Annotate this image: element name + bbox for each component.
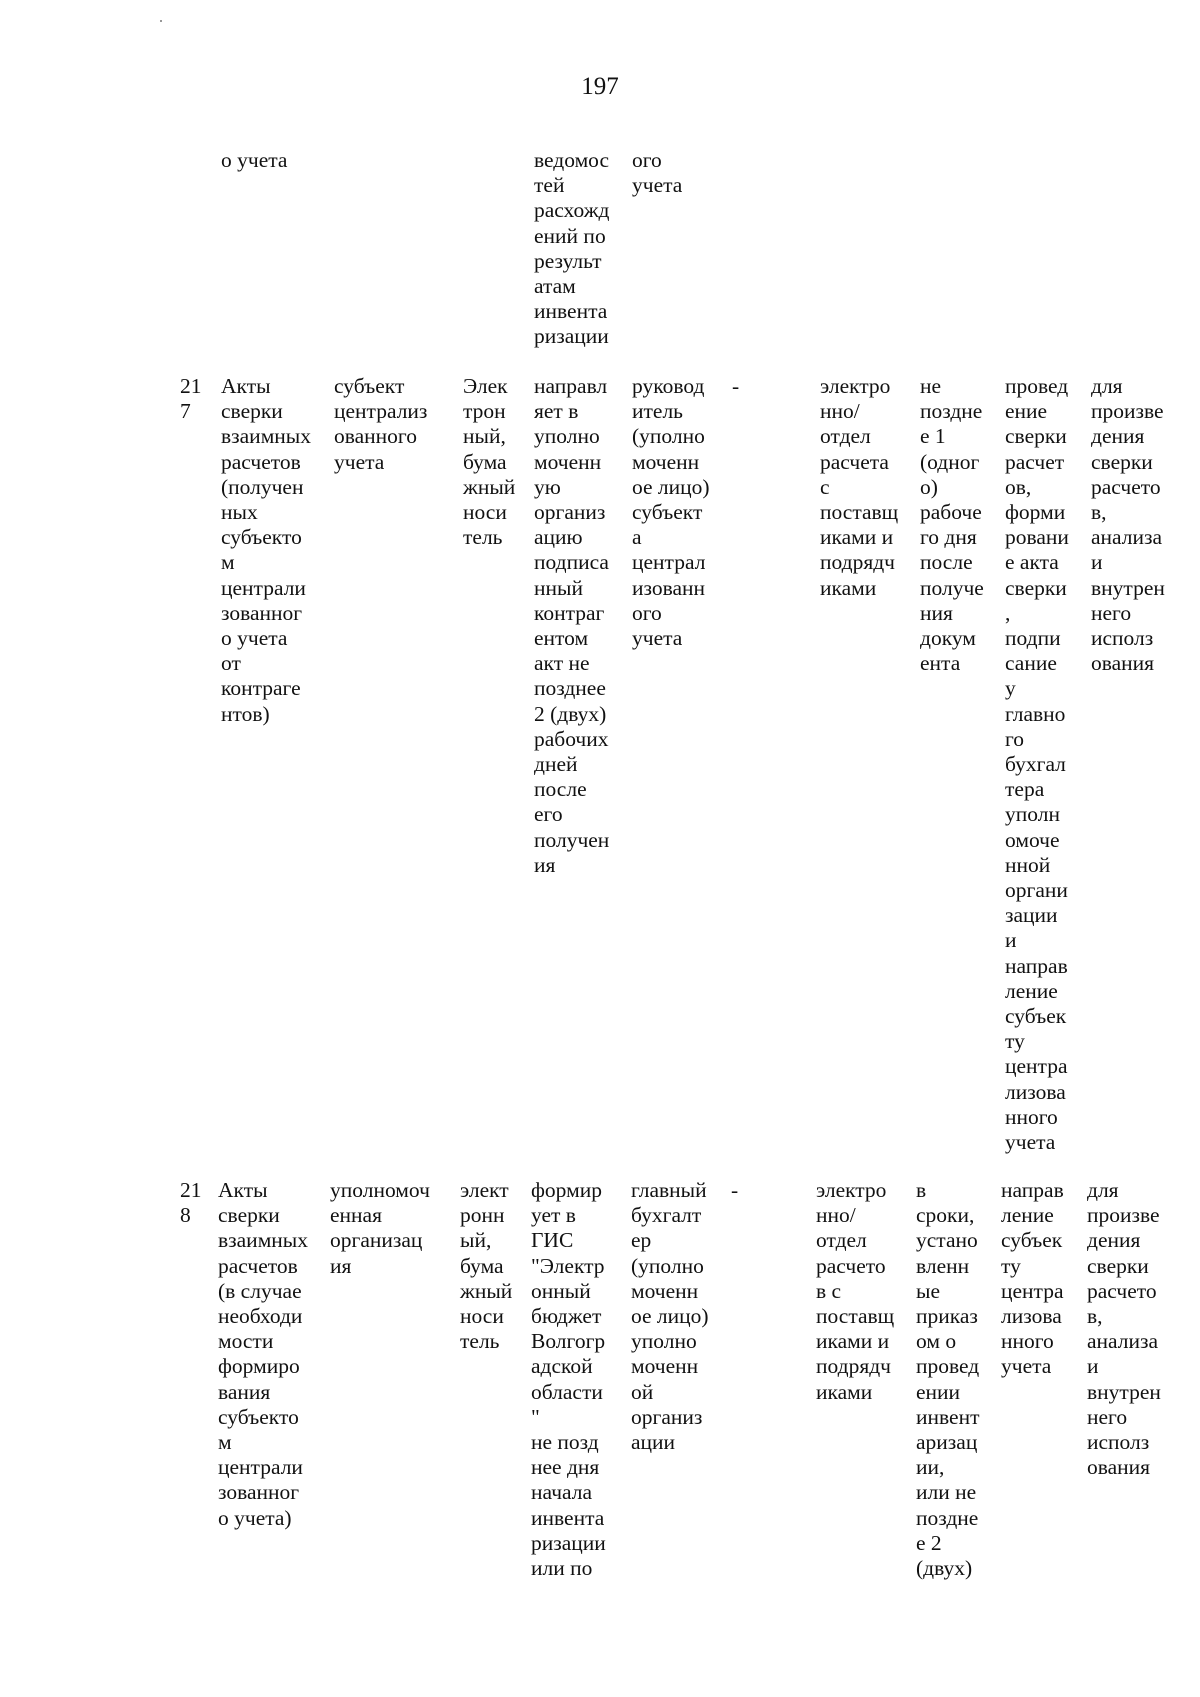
row-number-cell: 21 8 (180, 1178, 202, 1228)
action-cell: формир ует в ГИС "Электр онный бюджет Волгогр адской области " не позд нее дня начала инвента ризации или по (531, 1178, 606, 1581)
continuation-responsible-cell: ого учета (632, 148, 683, 198)
dash-cell: - (731, 1178, 739, 1202)
signer-cell: главный бухгалт ер (уполно моченн ое лицо) уполно моченн ой организ ации (631, 1178, 709, 1455)
deadline-cell: не поздне е 1 (одног о) рабоче го дня после получе ния докум ента (920, 374, 984, 676)
document-name-cell: Акты сверки взаимных расчетов (в случае необходи мости формиро вания субъекто м централи зованног о учета) (218, 1178, 308, 1530)
page-number: 197 (581, 73, 619, 100)
compiler-cell: уполномоч енная организац ия (330, 1178, 430, 1278)
carrier-cell: элект ронн ый, бума жный носи тель (460, 1178, 513, 1354)
purpose-cell: для произве дения сверки расчето в, анализа и внутрен него исполз ования (1087, 1178, 1161, 1480)
row-number-cell: 21 7 (180, 374, 202, 424)
recipient-cell: электро нно/ отдел расчето в с поставщ иками и подрядч иками (816, 1178, 895, 1404)
document-name-cell: Акты сверки взаимных расчетов (получен ных субъекто м централи зованног о учета от контраге нтов) (221, 374, 311, 726)
action-cell: направл яет в уполно моченн ую организ ацию подписа нный контраг ентом акт не позднее 2 (двух) рабочих дней после его получен ия (534, 374, 610, 877)
dash-cell: - (732, 374, 740, 398)
procedure-cell: провед ение сверки расчет ов, форми ровани е акта сверки , подпи сание у главно го бухгал тера уполн омоче нной органи зации и направ ление субъек ту центра лизова нного учета (1005, 374, 1069, 1155)
carrier-cell: Элек трон ный, бума жный носи тель (463, 374, 516, 550)
compiler-cell: субъект централиз ованного учета (334, 374, 428, 474)
continuation-action-cell: ведомос тей расхожд ений по результ атам инвента ризации (534, 148, 610, 349)
scan-speck (160, 20, 162, 22)
purpose-cell: для произве дения сверки расчето в, анализа и внутрен него исполз ования (1091, 374, 1165, 676)
continuation-document-cell: о учета (221, 148, 288, 172)
procedure-cell: направ ление субъек ту центра лизова нного учета (1001, 1178, 1064, 1379)
recipient-cell: электро нно/ отдел расчета с поставщ иками и подрядч иками (820, 374, 899, 600)
deadline-cell: в сроки, устано вленн ые приказ ом о провед ении инвент аризац ии, или не поздне е 2 (двух) (916, 1178, 980, 1581)
signer-cell: руковод итель (уполно моченн ое лицо) субъект а централ изованн ого учета (632, 374, 710, 651)
